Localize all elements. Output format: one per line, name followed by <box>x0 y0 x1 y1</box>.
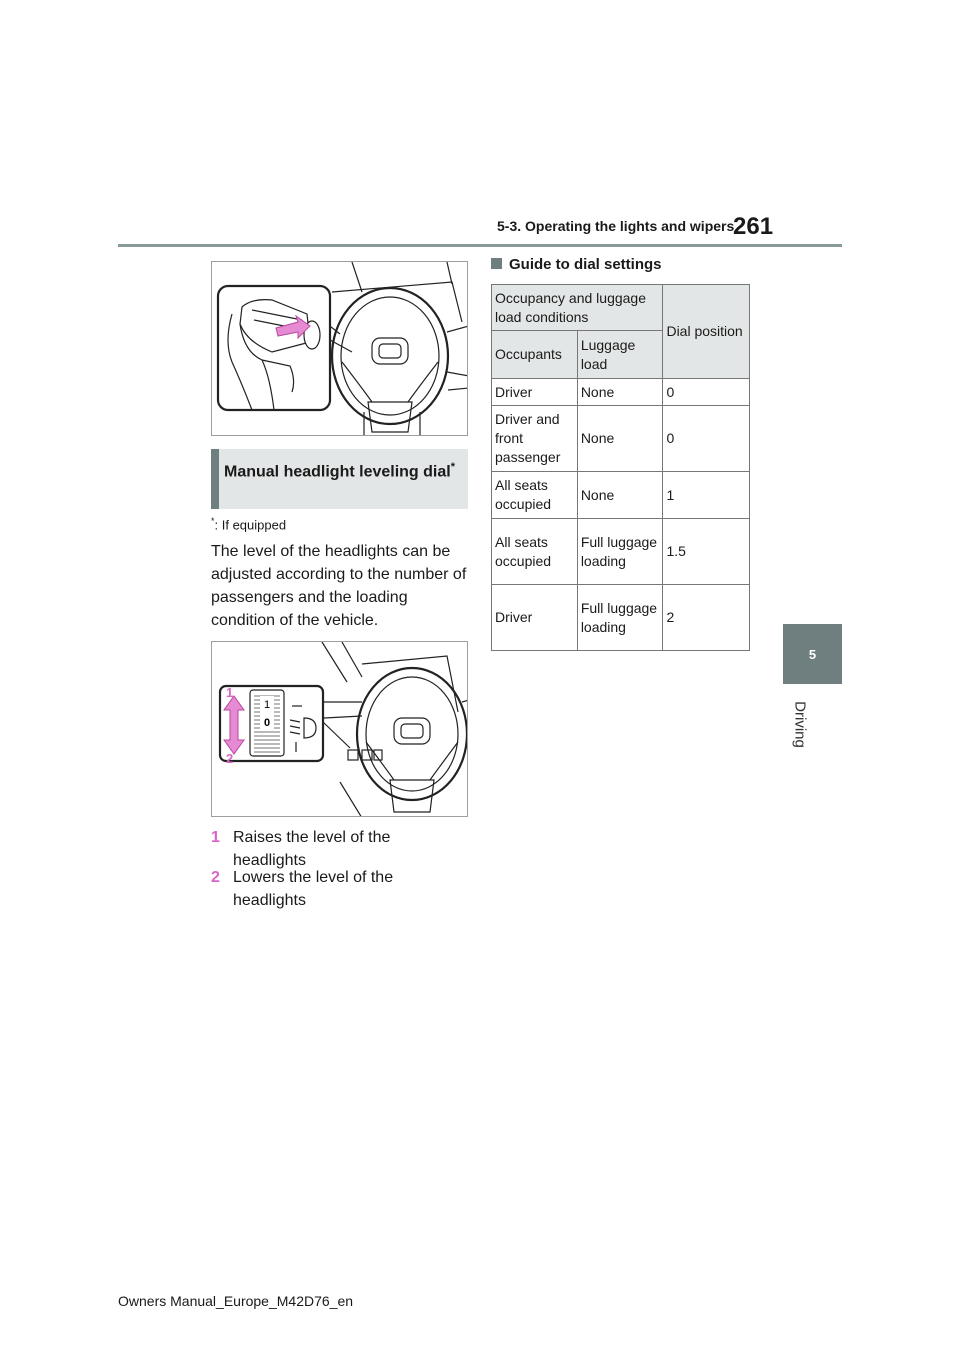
cell-luggage: Full luggage loading <box>577 585 663 651</box>
dial-mark-1: 1 <box>263 699 271 711</box>
table-header-conditions: Occupancy and luggage load conditions <box>492 285 663 331</box>
guide-heading <box>491 256 662 273</box>
footnote <box>211 516 286 532</box>
chapter-label: Driving <box>791 701 809 748</box>
square-bullet-icon <box>491 258 502 269</box>
running-header: 5-3. Operating the lights and wipers <box>497 218 735 234</box>
table-row <box>492 585 750 651</box>
cell-occupants: Driver <box>492 379 578 406</box>
cell-dial: 2 <box>663 585 750 651</box>
cell-luggage: None <box>577 472 663 519</box>
cell-occupants: Driver and front passenger <box>492 406 578 472</box>
lever-illustration-drawing <box>212 262 468 436</box>
cell-occupants: Driver <box>492 585 578 651</box>
step-1-number: 1 <box>211 829 220 846</box>
dial-mark-0: 0 <box>263 717 271 729</box>
table-header-luggage: Luggage load <box>577 331 663 379</box>
body-paragraph: The level of the headlights can be adjusted according to the number of passengers and the loading condition of the vehicle. <box>211 543 467 629</box>
cell-dial: 0 <box>663 406 750 472</box>
table-row <box>492 379 750 406</box>
cell-dial: 0 <box>663 379 750 406</box>
table-row <box>492 519 750 585</box>
leveling-dial-drawing <box>212 642 468 817</box>
cell-dial: 1 <box>663 472 750 519</box>
cell-luggage: Full luggage loading <box>577 519 663 585</box>
table-header-dial-position: Dial position <box>663 285 750 379</box>
chapter-number: 5 <box>808 646 817 662</box>
step-2-number: 2 <box>211 869 220 886</box>
cell-luggage: None <box>577 406 663 472</box>
page-number: 261 <box>733 213 774 240</box>
section-title: Manual headlight leveling dial <box>224 463 451 481</box>
callout-1: 1 <box>226 685 234 700</box>
section-heading-bar <box>211 449 219 509</box>
table-header-occupants: Occupants <box>492 331 578 379</box>
page-footer: Owners Manual_Europe_M42D76_en <box>118 1293 354 1309</box>
cell-occupants: All seats occupied <box>492 472 578 519</box>
leveling-dial-illustration <box>211 641 468 817</box>
step-1-text: Raises the level of the headlights <box>233 829 391 869</box>
section-heading <box>211 449 468 509</box>
section-title-marker: * <box>450 461 455 473</box>
footnote-text: : If equipped <box>214 517 287 533</box>
table-row <box>492 406 750 472</box>
footnote-marker: * <box>211 516 215 526</box>
lever-illustration <box>211 261 468 436</box>
step-2-text: Lowers the level of the headlights <box>233 869 394 909</box>
cell-luggage: None <box>577 379 663 406</box>
chapter-tab <box>783 624 842 684</box>
header-rule <box>118 244 842 247</box>
guide-heading-text: Guide to dial settings <box>509 256 662 273</box>
table-row <box>492 472 750 519</box>
cell-occupants: All seats occupied <box>492 519 578 585</box>
callout-2: 2 <box>226 751 234 766</box>
dial-settings-table <box>491 284 750 651</box>
cell-dial: 1.5 <box>663 519 750 585</box>
